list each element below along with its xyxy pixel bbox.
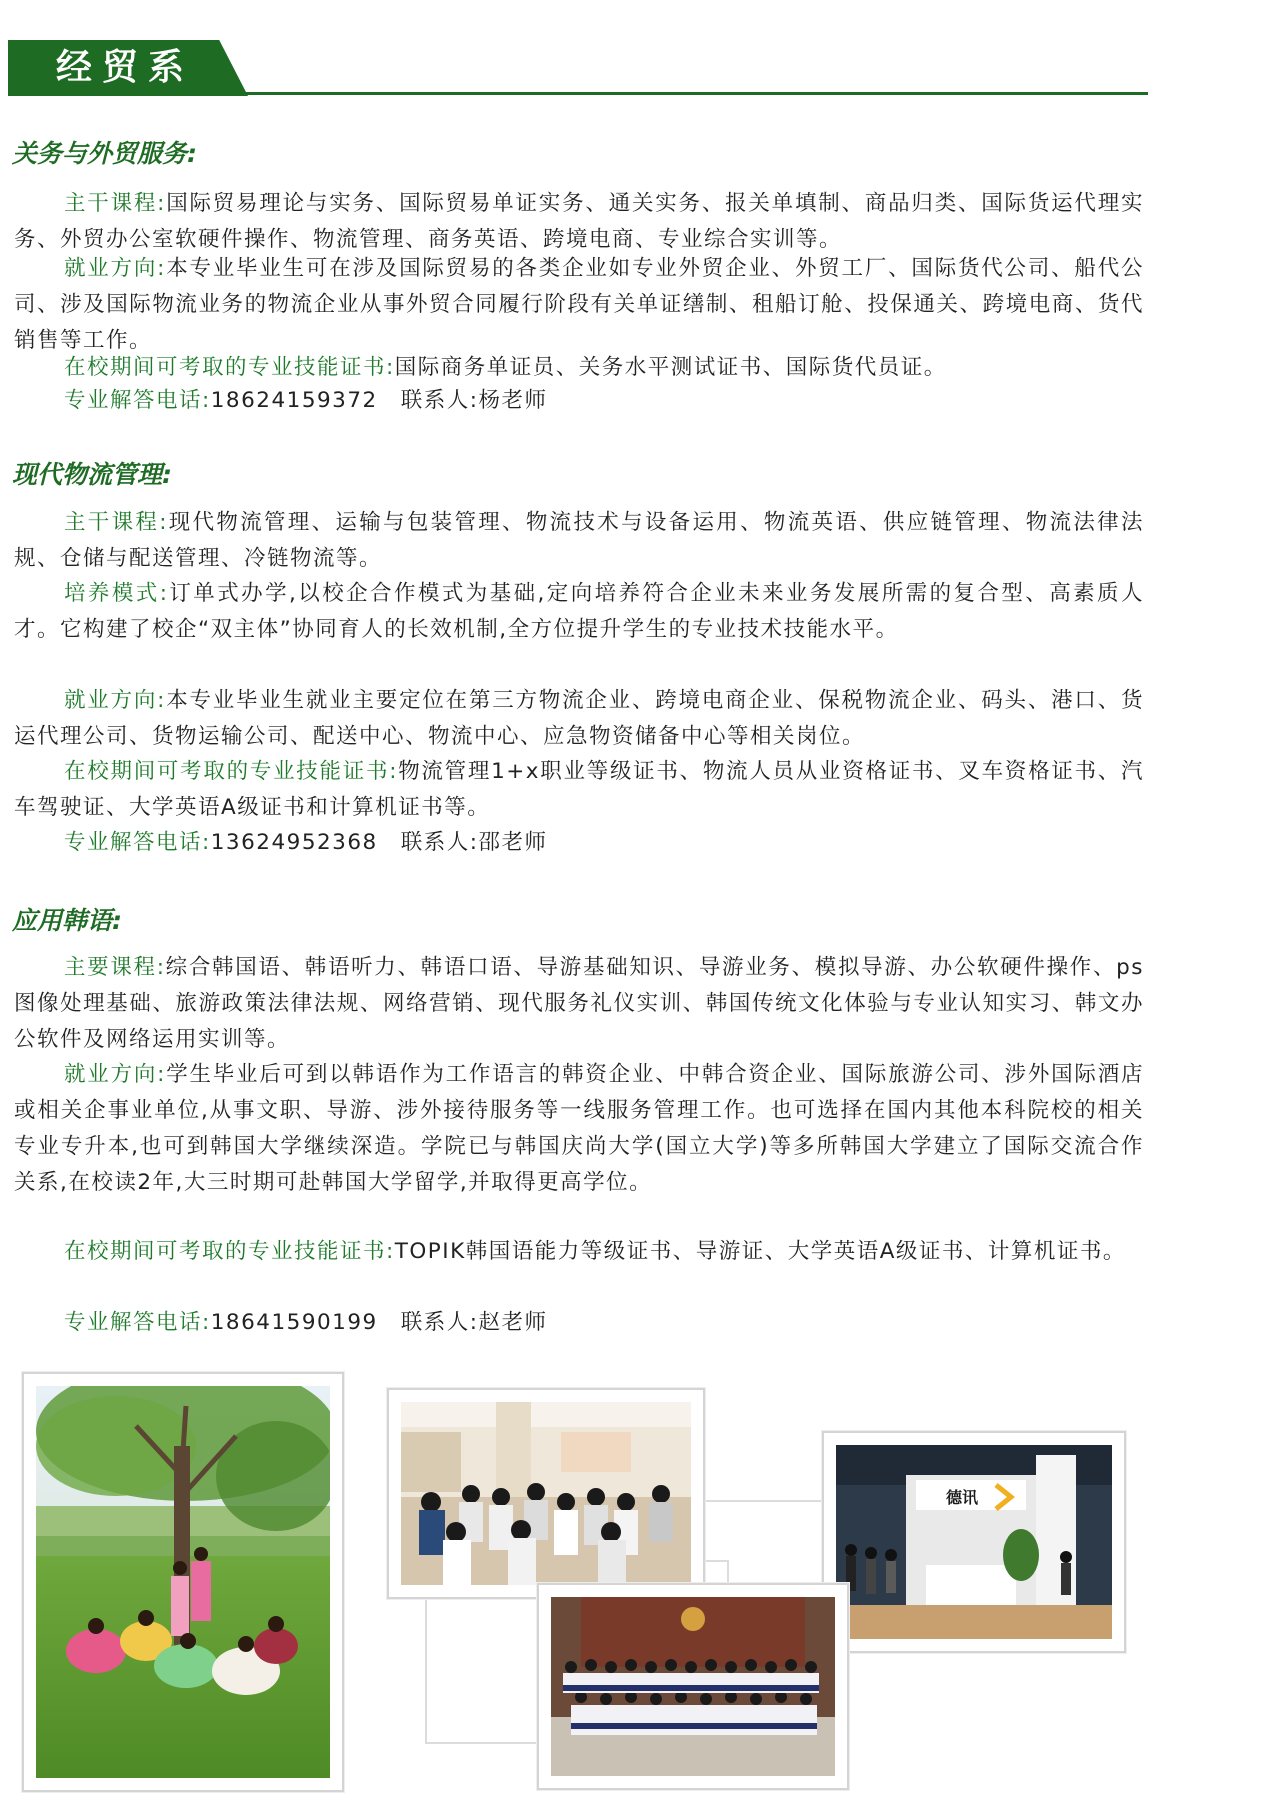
paragraph-label: 主干课程: (64, 510, 168, 535)
paragraph-courses (14, 505, 1144, 577)
page-title: 经贸系 (56, 47, 195, 88)
paragraph-label: 在校期间可考取的专业技能证书: (64, 1239, 395, 1264)
paragraph-label: 就业方向: (64, 688, 166, 713)
paragraph-label: 专业解答电话: (64, 388, 211, 413)
paragraph-courses (14, 186, 1144, 258)
hanbok-scene-image (36, 1386, 330, 1778)
paragraph-text: 订单式办学,以校企合作模式为基础,定向培养符合企业未来业务发展所需的复合型、高素质人才。它构建了校企“双主体”协同育人的长效机制,全方位提升学生的专业技术技能水平。 (14, 581, 1144, 642)
paragraph-certificates (14, 350, 1144, 386)
paragraph-text: 现代物流管理、运输与包装管理、物流技术与设备运用、物流英语、供应链管理、物流法律法规、仓储与配送管理、冷链物流等。 (14, 510, 1144, 571)
section-title-logistics: 现代物流管理: (12, 460, 172, 489)
paragraph-contact (14, 1305, 1144, 1341)
paragraph-text: TOPIK韩国语能力等级证书、导游证、大学英语A级证书、计算机证书。 (394, 1239, 1126, 1264)
paragraph-contact (14, 825, 1144, 861)
paragraph-label: 专业解答电话: (64, 1310, 211, 1335)
paragraph-training-mode (14, 576, 1144, 648)
paragraph-label: 就业方向: (64, 256, 166, 281)
paragraph-text: 18641590199 联系人:赵老师 (210, 1310, 548, 1335)
section-title-korean: 应用韩语: (12, 906, 122, 935)
paragraph-text: 18624159372 联系人:杨老师 (210, 388, 548, 413)
header-rule (8, 92, 1148, 95)
paragraph-certificates (14, 1234, 1144, 1270)
paragraph-label: 主干课程: (64, 191, 166, 216)
paragraph-text: 国际贸易理论与实务、国际贸易单证实务、通关实务、报关单填制、商品归类、国际货运代理实务、外贸办公室软硬件操作、物流管理、商务英语、跨境电商、专业综合实训等。 (14, 191, 1144, 252)
photo-hanbok-students (22, 1372, 344, 1792)
paragraph-text: 本专业毕业生可在涉及国际贸易的各类企业如专业外贸企业、外贸工厂、国际货代公司、船代公司、涉及国际物流业务的物流企业从事外贸合同履行阶段有关单证缮制、租船订舱、投保通关、跨境电商、货代销售等工作。 (14, 256, 1144, 353)
photo-classroom (387, 1388, 705, 1599)
paragraph-text: 本专业毕业生就业主要定位在第三方物流企业、跨境电商企业、保税物流企业、码头、港口、货运代理公司、货物运输公司、配送中心、物流中心、应急物资储备中心等相关岗位。 (14, 688, 1144, 749)
photo-exhibition-booth (822, 1431, 1126, 1653)
paragraph-employment (14, 251, 1144, 359)
paragraph-certificates (14, 754, 1144, 826)
paragraph-label: 培养模式: (64, 581, 169, 606)
section-title-customs: 关务与外贸服务: (12, 139, 197, 168)
paragraph-courses (14, 950, 1144, 1058)
paragraph-text: 学生毕业后可到以韩语作为工作语言的韩资企业、中韩合资企业、国际旅游公司、涉外国际酒店或相关企事业单位,从事文职、导游、涉外接待服务等一线服务管理工作。也可选择在国内其他本科院校的相关专业专升本,也可到韩国大学继续深造。学院已与韩国庆尚大学(国立大学)等多所韩国大学建立了国际交流合作关系,在校读2年,大三时期可赴韩国大学留学,并取得更高学位。 (14, 1062, 1144, 1195)
paragraph-contact (14, 383, 1144, 419)
paragraph-label: 在校期间可考取的专业技能证书: (64, 759, 398, 784)
paragraph-label: 主要课程: (64, 955, 166, 980)
paragraph-text: 国际商务单证员、关务水平测试证书、国际货代员证。 (394, 355, 947, 380)
paragraph-label: 在校期间可考取的专业技能证书: (64, 355, 395, 380)
paragraph-employment (14, 683, 1144, 755)
booth-sign: 德讯 (946, 1488, 979, 1507)
photo-group-students (537, 1583, 849, 1790)
paragraph-text: 13624952368 联系人:邵老师 (210, 830, 548, 855)
paragraph-employment (14, 1057, 1144, 1201)
booth-scene-image (836, 1445, 1112, 1639)
group-scene-image (551, 1597, 835, 1776)
paragraph-label: 专业解答电话: (64, 830, 211, 855)
classroom-scene-image (401, 1402, 691, 1585)
paragraph-text: 综合韩国语、韩语听力、韩语口语、导游基础知识、导游业务、模拟导游、办公软硬件操作、ps图像处理基础、旅游政策法律法规、网络营销、现代服务礼仪实训、韩国传统文化体验与专业认知实习、韩文办公软件及网络运用实训等。 (14, 955, 1144, 1052)
paragraph-text: 物流管理1+x职业等级证书、物流人员从业资格证书、叉车资格证书、汽车驾驶证、大学英语A级证书和计算机证书等。 (14, 759, 1145, 820)
paragraph-label: 就业方向: (64, 1062, 166, 1087)
